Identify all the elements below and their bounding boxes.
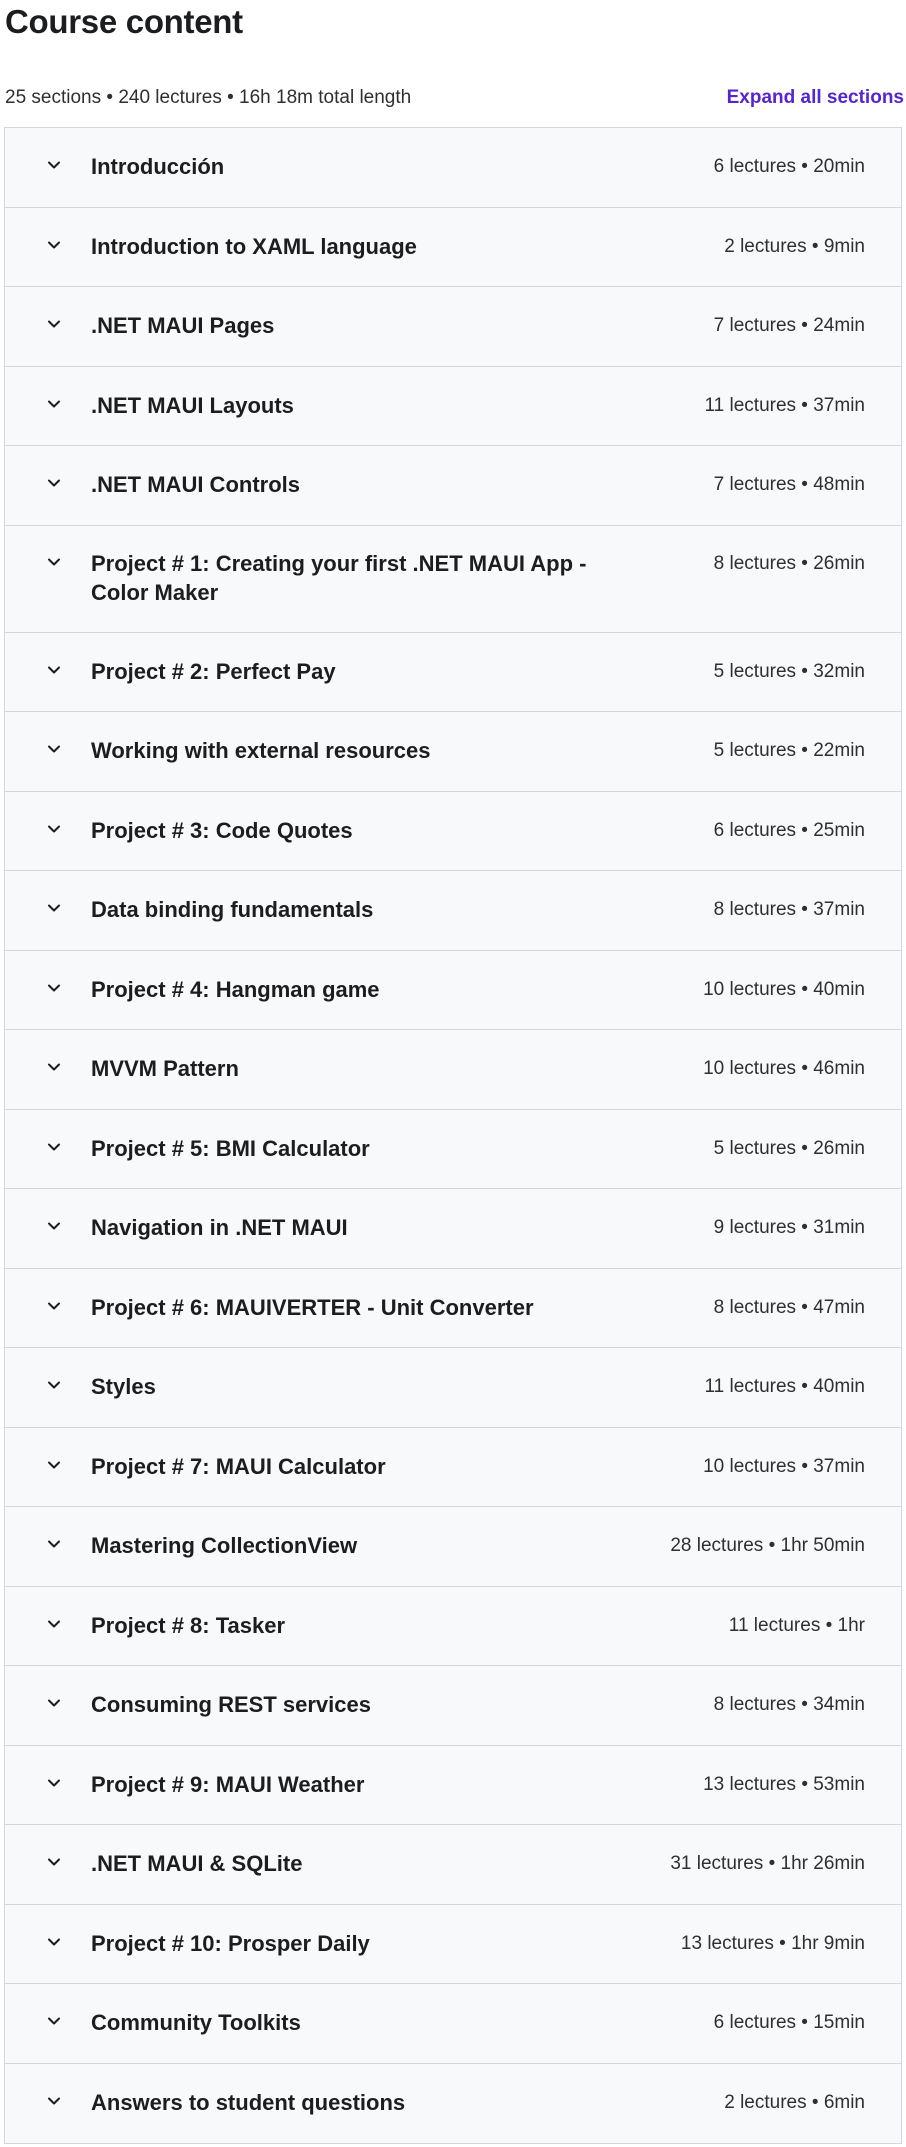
section-title: Styles	[91, 1374, 156, 1399]
chevron-down-icon	[47, 1696, 61, 1710]
section-meta: 8 lectures • 47min	[713, 1296, 865, 1318]
sections-list	[4, 127, 902, 2144]
chevron-down-icon	[47, 1378, 61, 1392]
section-row[interactable]	[5, 526, 901, 633]
section-row[interactable]	[5, 1428, 901, 1508]
section-row[interactable]	[5, 1905, 901, 1985]
section-title: Project # 9: MAUI Weather	[91, 1771, 365, 1797]
section-meta: 28 lectures • 1hr 50min	[670, 1535, 865, 1556]
section-meta: 2 lectures • 9min	[724, 235, 865, 257]
section-meta: 8 lectures • 37min	[713, 899, 865, 920]
chevron-down-icon	[47, 238, 61, 252]
chevron-down-icon	[47, 1219, 61, 1233]
section-title: Working with external resources	[91, 738, 431, 763]
section-row[interactable]	[5, 1587, 901, 1667]
chevron-down-icon	[47, 2014, 61, 2028]
section-title: .NET MAUI & SQLite	[91, 1851, 303, 1876]
chevron-down-icon	[47, 1617, 61, 1631]
chevron-down-icon	[47, 742, 61, 756]
chevron-down-icon	[47, 981, 61, 995]
section-title: Data binding fundamentals	[91, 897, 374, 922]
section-meta: 7 lectures • 48min	[713, 474, 865, 495]
section-meta: 8 lectures • 26min	[713, 552, 865, 574]
section-title: Answers to student questions	[91, 2089, 406, 2115]
section-title: Project # 1: Creating your first .NET MAUI App - Color Maker	[91, 550, 587, 605]
chevron-down-icon	[47, 397, 61, 411]
section-title: .NET MAUI Layouts	[91, 392, 294, 418]
section-title: Project # 8: Tasker	[91, 1612, 286, 1638]
page-title: Course content	[5, 3, 243, 40]
section-row[interactable]	[5, 128, 901, 208]
section-title: .NET MAUI Controls	[91, 472, 300, 497]
section-meta: 10 lectures • 46min	[703, 1058, 865, 1079]
section-title: Project # 3: Code Quotes	[91, 817, 353, 843]
section-meta: 5 lectures • 32min	[713, 660, 865, 682]
chevron-down-icon	[47, 555, 61, 569]
section-row[interactable]	[5, 1507, 901, 1587]
section-row[interactable]	[5, 1269, 901, 1349]
section-row[interactable]	[5, 792, 901, 872]
section-meta: 6 lectures • 25min	[713, 819, 865, 841]
section-title: Project # 5: BMI Calculator	[91, 1135, 370, 1161]
section-meta: 6 lectures • 15min	[713, 2012, 865, 2033]
chevron-down-icon	[47, 663, 61, 677]
course-summary-text: 25 sections • 240 lectures • 16h 18m total length	[5, 87, 412, 108]
section-title: Project # 6: MAUIVERTER - Unit Converter	[91, 1294, 534, 1320]
chevron-down-icon	[47, 822, 61, 836]
section-meta: 11 lectures • 40min	[704, 1376, 865, 1397]
section-meta: 5 lectures • 22min	[713, 740, 865, 761]
section-row[interactable]	[5, 2064, 901, 2144]
chevron-down-icon	[47, 1855, 61, 1869]
course-summary-row	[0, 82, 906, 112]
chevron-down-icon	[47, 1060, 61, 1074]
section-row[interactable]	[5, 712, 901, 792]
section-meta: 10 lectures • 37min	[703, 1455, 865, 1477]
chevron-down-icon	[47, 158, 61, 172]
section-row[interactable]	[5, 1348, 901, 1428]
section-title: Project # 2: Perfect Pay	[91, 658, 336, 684]
chevron-down-icon	[47, 1776, 61, 1790]
section-title: Project # 4: Hangman game	[91, 976, 380, 1002]
chevron-down-icon	[47, 476, 61, 490]
section-title: Navigation in .NET MAUI	[91, 1215, 348, 1240]
expand-all-sections-button[interactable]: Expand all sections	[726, 87, 904, 108]
section-row[interactable]	[5, 1825, 901, 1905]
section-meta: 13 lectures • 1hr 9min	[680, 1932, 865, 1954]
section-row[interactable]	[5, 367, 901, 447]
chevron-down-icon	[47, 1458, 61, 1472]
chevron-down-icon	[47, 901, 61, 915]
section-meta: 5 lectures • 26min	[713, 1137, 865, 1159]
section-row[interactable]	[5, 1110, 901, 1190]
chevron-down-icon	[47, 1299, 61, 1313]
section-meta: 6 lectures • 20min	[713, 156, 865, 177]
section-row[interactable]	[5, 1189, 901, 1269]
section-meta: 2 lectures • 6min	[724, 2091, 865, 2113]
section-title: Project # 7: MAUI Calculator	[91, 1453, 386, 1479]
section-row[interactable]	[5, 1746, 901, 1826]
chevron-down-icon	[47, 1935, 61, 1949]
section-row[interactable]	[5, 287, 901, 367]
chevron-down-icon	[47, 2094, 61, 2108]
section-title: MVVM Pattern	[91, 1056, 239, 1081]
section-row[interactable]	[5, 1030, 901, 1110]
section-meta: 8 lectures • 34min	[713, 1694, 865, 1715]
section-title: .NET MAUI Pages	[91, 313, 275, 338]
section-title: Community Toolkits	[91, 2010, 301, 2035]
section-meta: 10 lectures • 40min	[703, 978, 865, 1000]
section-row[interactable]	[5, 1984, 901, 2064]
section-meta: 9 lectures • 31min	[713, 1217, 865, 1238]
section-row[interactable]	[5, 871, 901, 951]
section-title: Introduction to XAML language	[91, 233, 417, 259]
section-row[interactable]	[5, 951, 901, 1031]
section-meta: 7 lectures • 24min	[713, 315, 865, 336]
section-meta: 11 lectures • 1hr	[728, 1614, 865, 1636]
chevron-down-icon	[47, 1140, 61, 1154]
section-row[interactable]	[5, 446, 901, 526]
section-title: Mastering CollectionView	[91, 1533, 358, 1558]
section-meta: 13 lectures • 53min	[703, 1773, 865, 1795]
section-meta: 11 lectures • 37min	[704, 394, 865, 416]
chevron-down-icon	[47, 1537, 61, 1551]
section-title: Project # 10: Prosper Daily	[91, 1930, 370, 1956]
section-row[interactable]	[5, 633, 901, 713]
section-row[interactable]	[5, 208, 901, 288]
section-title: Consuming REST services	[91, 1692, 371, 1717]
chevron-down-icon	[47, 317, 61, 331]
section-meta: 31 lectures • 1hr 26min	[670, 1853, 865, 1874]
section-row[interactable]	[5, 1666, 901, 1746]
section-title: Introducción	[91, 154, 225, 179]
